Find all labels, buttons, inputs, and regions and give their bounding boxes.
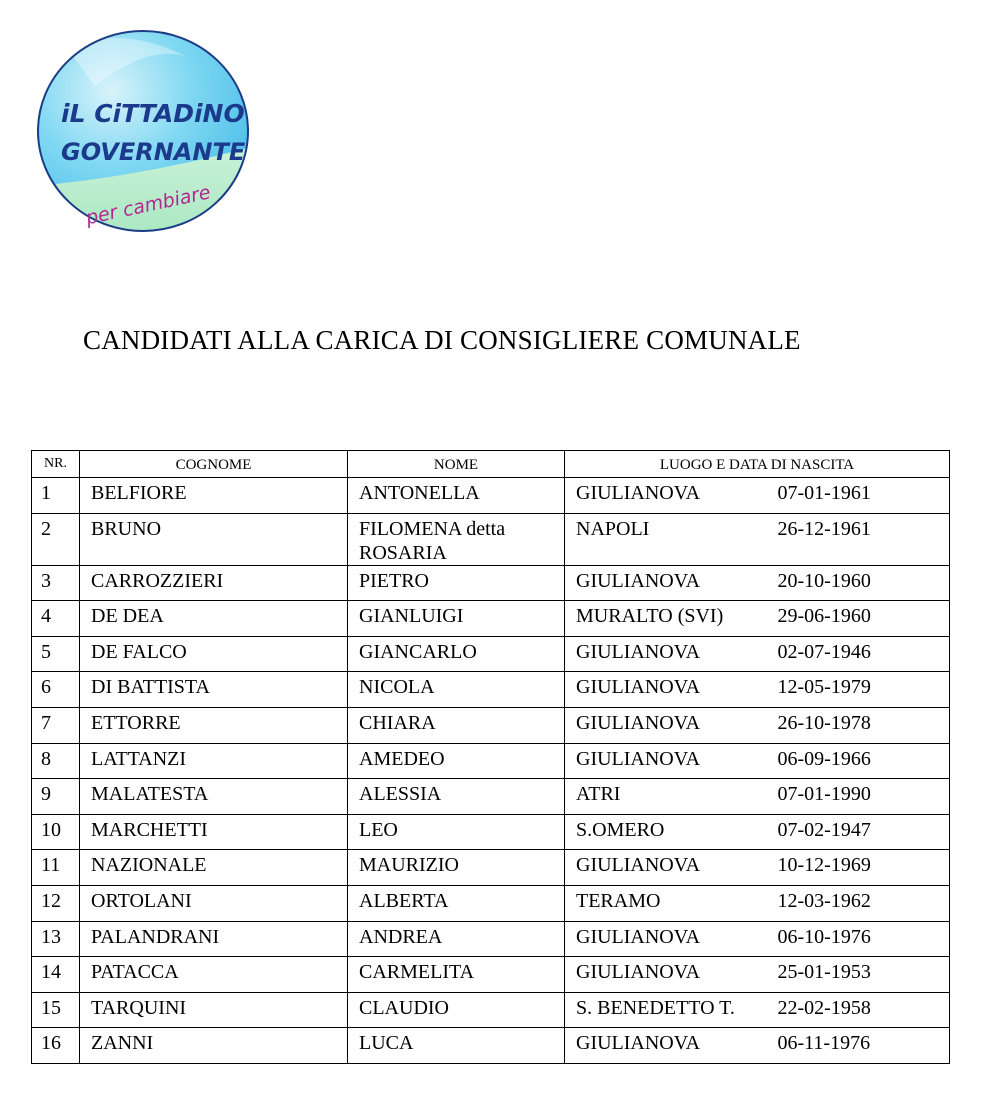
cell-nr: 3 xyxy=(32,565,80,601)
cell-cognome: BELFIORE xyxy=(80,478,348,514)
cell-luogo: NAPOLI xyxy=(565,513,769,565)
cell-nome: ANTONELLA xyxy=(348,478,565,514)
cell-nr: 15 xyxy=(32,992,80,1028)
cell-luogo: GIULIANOVA xyxy=(565,743,769,779)
cell-nr: 9 xyxy=(32,779,80,815)
cell-data: 26-10-1978 xyxy=(769,707,950,743)
cell-luogo: ATRI xyxy=(565,779,769,815)
cell-nome: LUCA xyxy=(348,1028,565,1064)
table-row xyxy=(32,478,950,514)
cell-nome: CLAUDIO xyxy=(348,992,565,1028)
party-logo-emblem xyxy=(35,26,255,236)
cell-luogo: GIULIANOVA xyxy=(565,565,769,601)
cell-nome: ALBERTA xyxy=(348,885,565,921)
cell-nome: AMEDEO xyxy=(348,743,565,779)
cell-data: 25-01-1953 xyxy=(769,957,950,993)
cell-luogo: GIULIANOVA xyxy=(565,957,769,993)
cell-nr: 16 xyxy=(32,1028,80,1064)
header-nome xyxy=(348,451,565,478)
cell-data: 06-11-1976 xyxy=(769,1028,950,1064)
table-row xyxy=(32,601,950,637)
cell-nome: ANDREA xyxy=(348,921,565,957)
cell-nome: PIETRO xyxy=(348,565,565,601)
cell-cognome: CARROZZIERI xyxy=(80,565,348,601)
table-row xyxy=(32,707,950,743)
table-row xyxy=(32,850,950,886)
cell-luogo: TERAMO xyxy=(565,885,769,921)
cell-nr: 14 xyxy=(32,957,80,993)
party-logo xyxy=(35,26,255,236)
cell-data: 10-12-1969 xyxy=(769,850,950,886)
table-row xyxy=(32,565,950,601)
cell-luogo: GIULIANOVA xyxy=(565,478,769,514)
table-row xyxy=(32,672,950,708)
cell-nome: NICOLA xyxy=(348,672,565,708)
cell-luogo: GIULIANOVA xyxy=(565,672,769,708)
cell-cognome: MALATESTA xyxy=(80,779,348,815)
cell-nr: 1 xyxy=(32,478,80,514)
cell-luogo: GIULIANOVA xyxy=(565,707,769,743)
cell-nr: 8 xyxy=(32,743,80,779)
cell-data: 06-09-1966 xyxy=(769,743,950,779)
cell-data: 20-10-1960 xyxy=(769,565,950,601)
cell-cognome: NAZIONALE xyxy=(80,850,348,886)
cell-data: 26-12-1961 xyxy=(769,513,950,565)
cell-data: 07-02-1947 xyxy=(769,814,950,850)
table-row xyxy=(32,992,950,1028)
logo-tagline: per cambiare xyxy=(84,181,213,230)
cell-luogo: S.OMERO xyxy=(565,814,769,850)
cell-cognome: PATACCA xyxy=(80,957,348,993)
cell-cognome: ZANNI xyxy=(80,1028,348,1064)
cell-cognome: DE DEA xyxy=(80,601,348,637)
cell-nome: GIANCARLO xyxy=(348,636,565,672)
page-title: CANDIDATI ALLA CARICA DI CONSIGLIERE COMUNALE xyxy=(83,325,801,355)
table-row xyxy=(32,636,950,672)
header-nome-label: NOME xyxy=(433,457,479,473)
cell-data: 22-02-1958 xyxy=(769,992,950,1028)
cell-nome: MAURIZIO xyxy=(348,850,565,886)
logo-line2: GOVERNANTE xyxy=(61,138,246,166)
table-row xyxy=(32,814,950,850)
cell-luogo: GIULIANOVA xyxy=(565,921,769,957)
cell-nome: CARMELITA xyxy=(348,957,565,993)
table-row xyxy=(32,885,950,921)
cell-luogo: GIULIANOVA xyxy=(565,1028,769,1064)
cell-data: 06-10-1976 xyxy=(769,921,950,957)
cell-nr: 5 xyxy=(32,636,80,672)
header-cognome xyxy=(80,451,348,478)
table-row xyxy=(32,513,950,565)
cell-data: 12-05-1979 xyxy=(769,672,950,708)
table-header-row xyxy=(32,451,950,478)
table-row xyxy=(32,1028,950,1064)
cell-cognome: DE FALCO xyxy=(80,636,348,672)
cell-data: 02-07-1946 xyxy=(769,636,950,672)
cell-nr: 12 xyxy=(32,885,80,921)
cell-nr: 6 xyxy=(32,672,80,708)
cell-nome: LEO xyxy=(348,814,565,850)
cell-nr: 2 xyxy=(32,513,80,565)
logo-line1: iL CiTTADiNO xyxy=(61,99,245,128)
table-row xyxy=(32,921,950,957)
cell-luogo: MURALTO (SVI) xyxy=(565,601,769,637)
cell-luogo: GIULIANOVA xyxy=(565,636,769,672)
cell-nr: 11 xyxy=(32,850,80,886)
cell-nome: ALESSIA xyxy=(348,779,565,815)
header-nr: NR. xyxy=(32,451,80,478)
cell-data: 12-03-1962 xyxy=(769,885,950,921)
cell-nr: 7 xyxy=(32,707,80,743)
cell-nr: 13 xyxy=(32,921,80,957)
cell-nome: CHIARA xyxy=(348,707,565,743)
header-luogo-data xyxy=(565,451,950,478)
cell-nr: 4 xyxy=(32,601,80,637)
cell-luogo: S. BENEDETTO T. xyxy=(565,992,769,1028)
cell-cognome: PALANDRANI xyxy=(80,921,348,957)
cell-data: 29-06-1960 xyxy=(769,601,950,637)
cell-nr: 10 xyxy=(32,814,80,850)
cell-nome: GIANLUIGI xyxy=(348,601,565,637)
cell-data: 07-01-1990 xyxy=(769,779,950,815)
cell-cognome: ORTOLANI xyxy=(80,885,348,921)
table-row xyxy=(32,957,950,993)
cell-cognome: ETTORRE xyxy=(80,707,348,743)
header-luogo-data-label: LUOGO E DATA DI NASCITA xyxy=(659,457,855,473)
cell-cognome: TARQUINI xyxy=(80,992,348,1028)
cell-nome: FILOMENA detta ROSARIA xyxy=(348,513,565,565)
cell-cognome: LATTANZI xyxy=(80,743,348,779)
candidates-table xyxy=(31,450,950,1064)
cell-data: 07-01-1961 xyxy=(769,478,950,514)
cell-luogo: GIULIANOVA xyxy=(565,850,769,886)
table-row xyxy=(32,779,950,815)
cell-cognome: BRUNO xyxy=(80,513,348,565)
table-row xyxy=(32,743,950,779)
header-cognome-label: COGNOME xyxy=(175,457,252,473)
cell-cognome: MARCHETTI xyxy=(80,814,348,850)
cell-cognome: DI BATTISTA xyxy=(80,672,348,708)
